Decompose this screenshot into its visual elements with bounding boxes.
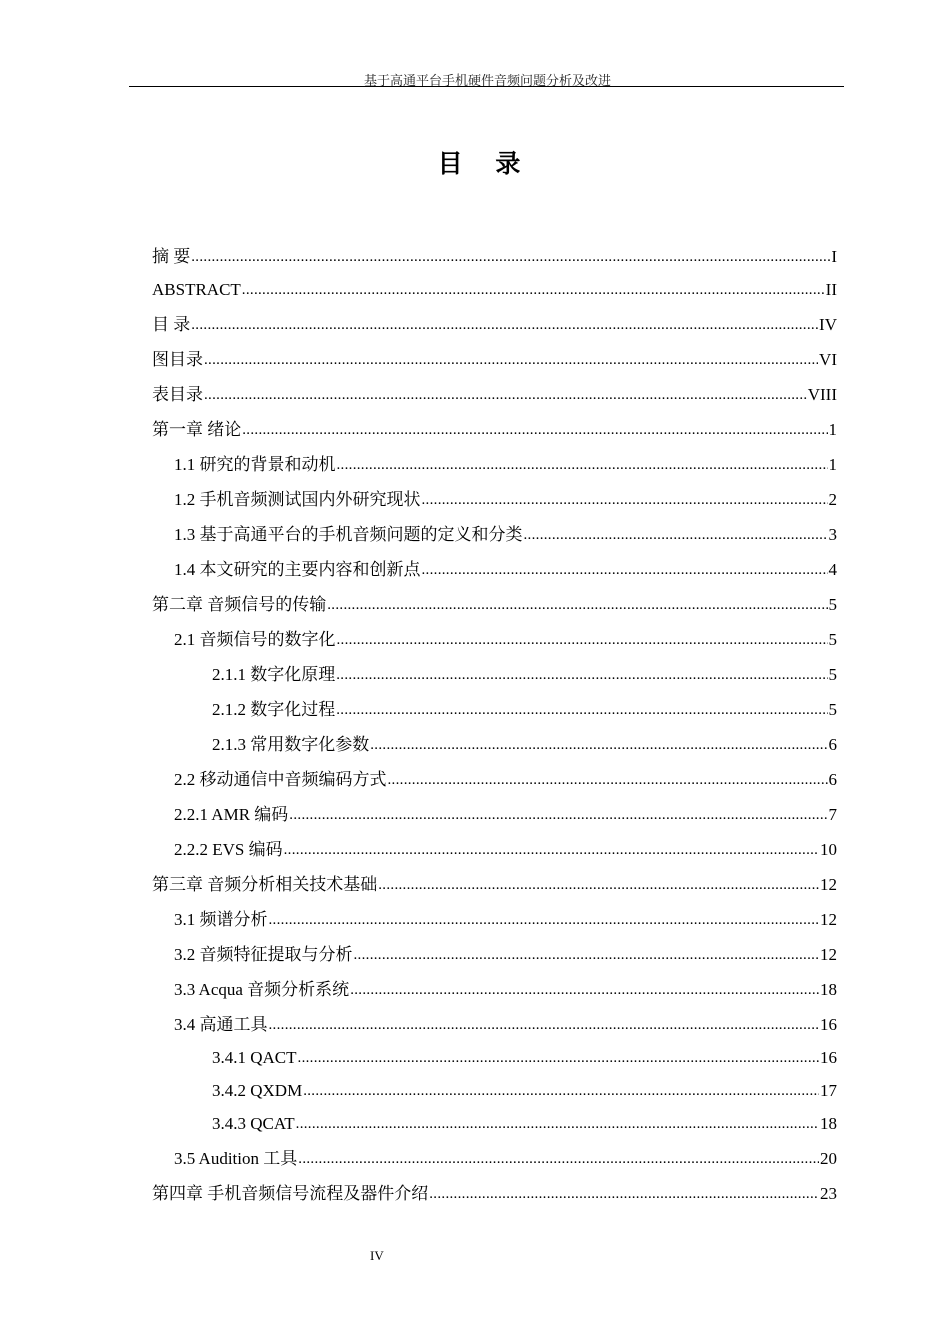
toc-entry-page: 18 [820,1114,837,1133]
toc-entry[interactable] [152,1112,837,1136]
dot-leader [242,278,825,302]
toc-entry-label: 2.2.1 AMR 编码 [174,803,289,827]
dot-leader [269,1013,820,1037]
dot-leader [296,1112,819,1136]
toc-entry-label: 1.2 手机音频测试国内外研究现状 [174,488,422,512]
toc-entry-page: 18 [820,980,837,999]
toc-entry-page: 7 [828,805,837,824]
dot-leader [337,453,828,477]
dot-leader [284,838,819,862]
toc-entry-label: 2.1.1 数字化原理 [212,663,336,687]
toc-entry-label: 1.4 本文研究的主要内容和创新点 [174,558,422,582]
toc-entry-page: 10 [820,840,837,859]
dot-leader [350,978,819,1002]
toc-entry-label: 2.1.2 数字化过程 [212,698,336,722]
toc-entry-label: 3.2 音频特征提取与分析 [174,943,354,967]
footer-page-number: IV [370,1248,384,1263]
dot-leader [191,313,818,337]
toc-entry[interactable] [152,908,837,932]
dot-leader [242,418,827,442]
toc-entry[interactable] [152,663,837,687]
toc-entry-page: 6 [828,735,837,754]
dot-leader [327,593,827,617]
dot-leader [429,1182,819,1206]
toc-entry-page: I [831,247,837,266]
toc-entry-page: 5 [828,700,837,719]
toc-entry[interactable] [152,383,837,407]
toc-entry-label: 3.4.2 QXDM [212,1079,303,1103]
toc-entry[interactable] [152,1147,837,1171]
toc-entry[interactable] [152,838,837,862]
toc-entry-label: 2.2 移动通信中音频编码方式 [174,768,388,792]
dot-leader [422,558,828,582]
toc-entry-label: 表目录 [152,383,204,407]
toc-entry[interactable] [152,733,837,757]
dot-leader [337,628,828,652]
toc-entry-page: 1 [828,420,837,439]
toc-entry-page: 12 [820,875,837,894]
toc-entry[interactable] [152,278,837,302]
toc-entry-label: 2.2.2 EVS 编码 [174,838,284,862]
toc-entry-label: 目 录 [152,313,191,337]
toc-entry-label: 摘 要 [152,245,191,269]
toc-entry[interactable] [152,978,837,1002]
dot-leader [388,768,828,792]
toc-entry[interactable] [152,523,837,547]
toc-entry-label: 3.3 Acqua 音频分析系统 [174,978,350,1002]
dot-leader [336,663,827,687]
dot-leader [204,348,818,372]
toc-entry-label: 3.1 频谱分析 [174,908,269,932]
toc-entry-label: 第四章 手机音频信号流程及器件介绍 [152,1182,429,1206]
toc-entry-label: ABSTRACT [152,278,242,302]
dot-leader [354,943,820,967]
toc-entry-label: 3.4.3 QCAT [212,1112,296,1136]
toc-entry-page: 23 [820,1184,837,1203]
dot-leader [370,733,827,757]
toc-entry[interactable] [152,1079,837,1103]
toc-entry-page: 12 [820,910,837,929]
toc-entry[interactable] [152,1182,837,1206]
toc-entry-page: 17 [820,1081,837,1100]
toc-entry[interactable] [152,873,837,897]
toc-entry-label: 第三章 音频分析相关技术基础 [152,873,378,897]
toc-entry[interactable] [152,943,837,967]
toc-entry-page: 6 [828,770,837,789]
toc-entry[interactable] [152,768,837,792]
toc-entry[interactable] [152,698,837,722]
toc-entry-page: 5 [828,665,837,684]
dot-leader [191,245,830,269]
toc-entry[interactable] [152,1046,837,1070]
dot-leader [298,1046,819,1070]
toc-entry[interactable] [152,313,837,337]
toc-entry-page: 2 [828,490,837,509]
toc-entry[interactable] [152,558,837,582]
toc-entry-label: 第一章 绪论 [152,418,242,442]
dot-leader [336,698,827,722]
toc-entry-label: 2.1 音频信号的数字化 [174,628,337,652]
toc-entry[interactable] [152,245,837,269]
toc-entry-page: 4 [828,560,837,579]
toc-entry-label: 3.5 Audition 工具 [174,1147,298,1171]
dot-leader [204,383,807,407]
dot-leader [378,873,819,897]
dot-leader [289,803,827,827]
toc-entry-page: IV [819,315,837,334]
dot-leader [298,1147,819,1171]
toc-entry-label: 图目录 [152,348,204,372]
toc-entry-label: 1.1 研究的背景和动机 [174,453,337,477]
toc-entry-page: 16 [820,1015,837,1034]
dot-leader [524,523,828,547]
toc-entry[interactable] [152,628,837,652]
page-title: 目 录 [437,149,533,178]
toc-entry-label: 2.1.3 常用数字化参数 [212,733,370,757]
toc-entry-page: VI [819,350,837,369]
toc-entry-page: 16 [820,1048,837,1067]
toc-entry[interactable] [152,1013,837,1037]
dot-leader [269,908,820,932]
header-rule [129,86,844,87]
toc-entry-page: 20 [820,1149,837,1168]
toc-entry-page: 1 [828,455,837,474]
toc-entry[interactable] [152,418,837,442]
toc-entry-label: 1.3 基于高通平台的手机音频问题的定义和分类 [174,523,524,547]
dot-leader [422,488,828,512]
dot-leader [303,1079,819,1103]
toc-entry-page: 5 [828,595,837,614]
toc-entry-label: 3.4 高通工具 [174,1013,269,1037]
toc-entry-page: 12 [820,945,837,964]
toc-entry-page: 5 [828,630,837,649]
toc-entry-page: 3 [828,525,837,544]
toc-entry[interactable] [152,348,837,372]
toc-entry-label: 第二章 音频信号的传输 [152,593,327,617]
toc-entry-page: II [825,280,837,299]
toc-entry[interactable] [152,453,837,477]
toc-entry[interactable] [152,488,837,512]
toc-entry[interactable] [152,803,837,827]
toc-entry[interactable] [152,593,837,617]
toc-entry-page: VIII [807,385,837,404]
running-header: 基于高通平台手机硬件音频问题分析及改进 [363,73,611,88]
toc-entry-label: 3.4.1 QACT [212,1046,298,1070]
